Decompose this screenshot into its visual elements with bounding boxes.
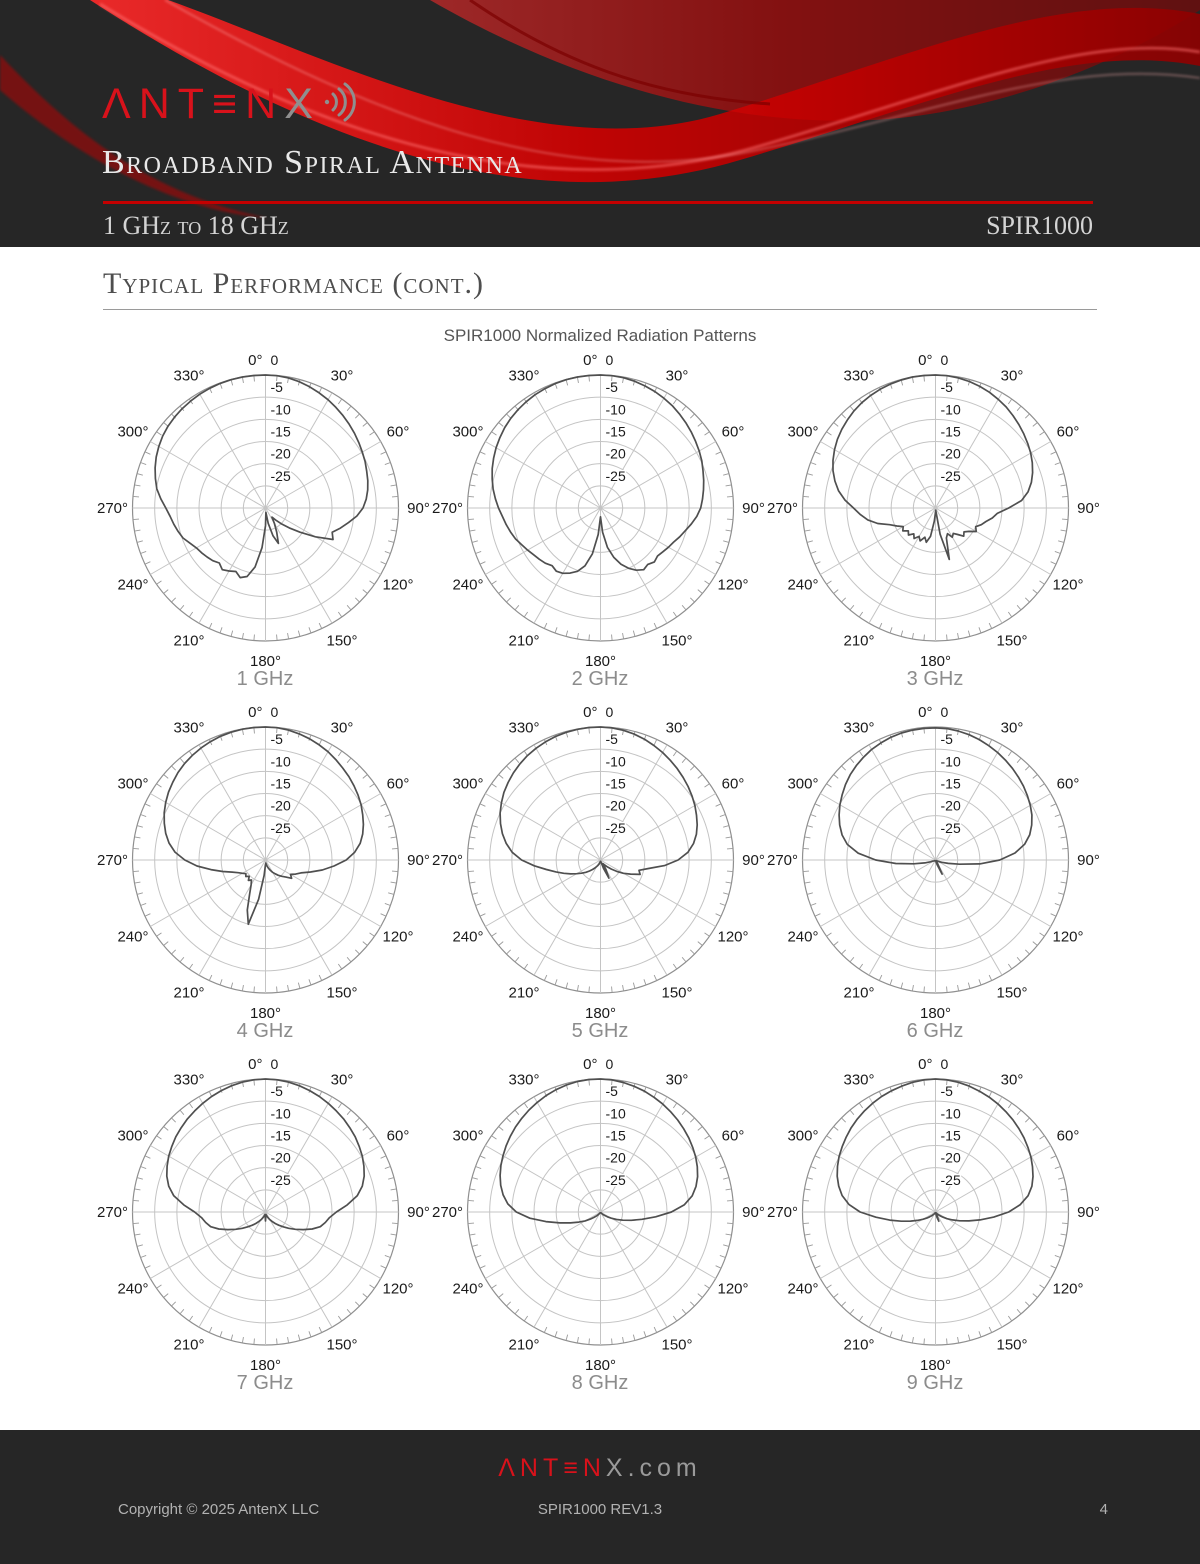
plot-caption: 9 GHz <box>906 1372 964 1394</box>
svg-text:150°: 150° <box>660 984 693 1002</box>
polar-plot-2ghz <box>433 350 768 702</box>
svg-text:330°: 330° <box>507 1071 540 1089</box>
svg-text:60°: 60° <box>721 775 744 793</box>
svg-text:-20: -20 <box>940 445 961 462</box>
svg-text:-25: -25 <box>270 1171 291 1188</box>
header-subrow <box>103 210 1093 241</box>
svg-text:240°: 240° <box>451 1280 484 1298</box>
svg-text:60°: 60° <box>386 775 409 793</box>
svg-text:-15: -15 <box>940 775 961 792</box>
svg-text:210°: 210° <box>507 984 540 1002</box>
svg-text:-25: -25 <box>605 1171 626 1188</box>
polar-plot-1ghz <box>98 350 433 702</box>
antenx-logo <box>102 82 357 126</box>
svg-text:210°: 210° <box>172 984 205 1002</box>
svg-text:-5: -5 <box>605 379 618 396</box>
svg-text:30°: 30° <box>665 367 688 385</box>
sound-waves-icon <box>321 82 357 122</box>
website-logo <box>0 1430 1200 1481</box>
svg-text:90°: 90° <box>406 1204 430 1221</box>
svg-text:150°: 150° <box>995 1336 1028 1354</box>
svg-text:240°: 240° <box>451 576 484 594</box>
svg-text:0°: 0° <box>917 352 932 369</box>
svg-text:120°: 120° <box>716 928 749 946</box>
svg-text:240°: 240° <box>116 928 149 946</box>
svg-text:-5: -5 <box>270 379 283 396</box>
svg-text:240°: 240° <box>116 576 149 594</box>
svg-text:180°: 180° <box>584 1357 616 1374</box>
svg-text:300°: 300° <box>786 1127 819 1145</box>
svg-text:90°: 90° <box>406 500 430 517</box>
svg-text:240°: 240° <box>786 1280 819 1298</box>
svg-text:0°: 0° <box>247 352 262 369</box>
svg-text:330°: 330° <box>842 719 875 737</box>
svg-text:-20: -20 <box>605 445 626 462</box>
svg-text:0: 0 <box>605 352 613 368</box>
plot-caption: 4 GHz <box>236 1020 294 1042</box>
svg-text:90°: 90° <box>741 852 765 869</box>
svg-text:-15: -15 <box>940 1127 961 1144</box>
svg-text:-25: -25 <box>270 467 291 484</box>
plot-row-2 <box>98 702 1103 1054</box>
svg-text:-10: -10 <box>270 1105 291 1122</box>
polar-plot-5ghz <box>433 702 768 1054</box>
svg-text:60°: 60° <box>386 1127 409 1145</box>
svg-text:90°: 90° <box>741 500 765 517</box>
svg-text:270°: 270° <box>431 500 463 517</box>
svg-text:120°: 120° <box>1051 928 1084 946</box>
svg-text:-20: -20 <box>940 797 961 814</box>
svg-text:120°: 120° <box>1051 576 1084 594</box>
svg-text:300°: 300° <box>451 423 484 441</box>
svg-text:60°: 60° <box>721 1127 744 1145</box>
plot-row-1 <box>98 350 1103 702</box>
plot-caption: 1 GHz <box>236 668 294 690</box>
svg-text:0°: 0° <box>247 704 262 721</box>
svg-text:-10: -10 <box>940 753 961 770</box>
page-footer <box>0 1430 1200 1564</box>
page-number: 4 <box>1099 1501 1108 1518</box>
svg-text:-5: -5 <box>605 731 618 748</box>
svg-text:-25: -25 <box>940 467 961 484</box>
plot-caption: 7 GHz <box>236 1372 294 1394</box>
svg-text:-25: -25 <box>940 819 961 836</box>
svg-text:210°: 210° <box>842 632 875 650</box>
svg-text:-25: -25 <box>605 467 626 484</box>
svg-text:330°: 330° <box>842 1071 875 1089</box>
svg-text:-10: -10 <box>270 753 291 770</box>
svg-text:300°: 300° <box>786 423 819 441</box>
svg-text:180°: 180° <box>249 1357 281 1374</box>
logo-x-text: X <box>284 80 321 128</box>
svg-text:90°: 90° <box>406 852 430 869</box>
svg-text:330°: 330° <box>507 719 540 737</box>
svg-text:330°: 330° <box>172 1071 205 1089</box>
svg-text:210°: 210° <box>842 984 875 1002</box>
svg-text:270°: 270° <box>766 852 798 869</box>
plot-caption: 5 GHz <box>571 1020 629 1042</box>
svg-text:180°: 180° <box>919 653 951 670</box>
svg-text:30°: 30° <box>330 1071 353 1089</box>
site-red-text: ΛNT≡N <box>498 1454 606 1482</box>
svg-text:60°: 60° <box>721 423 744 441</box>
svg-text:60°: 60° <box>1056 423 1079 441</box>
svg-text:0: 0 <box>270 704 278 720</box>
svg-text:-10: -10 <box>605 753 626 770</box>
svg-text:330°: 330° <box>842 367 875 385</box>
svg-text:30°: 30° <box>665 719 688 737</box>
site-gray-text: X.com <box>605 1454 702 1482</box>
svg-text:0°: 0° <box>582 352 597 369</box>
svg-text:180°: 180° <box>919 1357 951 1374</box>
svg-text:240°: 240° <box>786 928 819 946</box>
svg-text:30°: 30° <box>1000 1071 1023 1089</box>
svg-text:0°: 0° <box>582 704 597 721</box>
svg-text:270°: 270° <box>766 500 798 517</box>
svg-text:-25: -25 <box>270 819 291 836</box>
header-accent-rule <box>103 201 1093 204</box>
svg-text:0: 0 <box>940 1056 948 1072</box>
svg-text:180°: 180° <box>584 653 616 670</box>
svg-text:0: 0 <box>605 704 613 720</box>
revision-text: SPIR1000 REV1.3 <box>537 1501 663 1518</box>
polar-plot-8ghz <box>433 1054 768 1406</box>
svg-text:-20: -20 <box>605 797 626 814</box>
svg-text:300°: 300° <box>451 1127 484 1145</box>
svg-text:150°: 150° <box>325 984 358 1002</box>
product-number: SPIR1000 <box>986 211 1093 240</box>
section-heading: Typical Performance (cont.) <box>103 267 485 300</box>
svg-text:180°: 180° <box>249 653 281 670</box>
svg-text:60°: 60° <box>386 423 409 441</box>
svg-text:210°: 210° <box>507 1336 540 1354</box>
svg-text:0: 0 <box>940 704 948 720</box>
svg-text:-5: -5 <box>940 379 953 396</box>
svg-text:150°: 150° <box>325 632 358 650</box>
svg-text:330°: 330° <box>172 367 205 385</box>
svg-text:90°: 90° <box>741 1204 765 1221</box>
plot-caption: 6 GHz <box>906 1020 964 1042</box>
svg-text:-10: -10 <box>605 401 626 418</box>
plot-caption: 2 GHz <box>571 668 629 690</box>
svg-text:150°: 150° <box>325 1336 358 1354</box>
svg-text:60°: 60° <box>1056 775 1079 793</box>
figure-title: SPIR1000 Normalized Radiation Patterns <box>443 326 757 345</box>
svg-text:180°: 180° <box>584 1005 616 1022</box>
svg-text:-15: -15 <box>605 775 626 792</box>
svg-text:240°: 240° <box>786 576 819 594</box>
svg-text:330°: 330° <box>172 719 205 737</box>
svg-text:-15: -15 <box>605 1127 626 1144</box>
svg-text:30°: 30° <box>665 1071 688 1089</box>
svg-text:30°: 30° <box>1000 367 1023 385</box>
svg-text:-15: -15 <box>270 1127 291 1144</box>
svg-text:30°: 30° <box>1000 719 1023 737</box>
svg-text:0°: 0° <box>247 1056 262 1073</box>
svg-text:240°: 240° <box>116 1280 149 1298</box>
svg-text:0: 0 <box>270 1056 278 1072</box>
svg-text:-10: -10 <box>270 401 291 418</box>
svg-text:150°: 150° <box>660 1336 693 1354</box>
polar-plot-9ghz <box>768 1054 1103 1406</box>
svg-text:120°: 120° <box>381 928 414 946</box>
svg-text:-20: -20 <box>270 1149 291 1166</box>
svg-text:240°: 240° <box>451 928 484 946</box>
svg-text:-25: -25 <box>940 1171 961 1188</box>
svg-text:-15: -15 <box>940 423 961 440</box>
svg-text:180°: 180° <box>249 1005 281 1022</box>
svg-text:30°: 30° <box>330 367 353 385</box>
svg-text:90°: 90° <box>1076 1204 1100 1221</box>
svg-text:0: 0 <box>940 352 948 368</box>
section-rule <box>103 309 1097 310</box>
svg-text:210°: 210° <box>172 632 205 650</box>
polar-plot-6ghz <box>768 702 1103 1054</box>
svg-text:300°: 300° <box>451 775 484 793</box>
page-header <box>0 0 1200 247</box>
svg-text:-20: -20 <box>605 1149 626 1166</box>
radiation-pattern-grid <box>98 350 1103 1406</box>
svg-text:0: 0 <box>605 1056 613 1072</box>
polar-plot-3ghz <box>768 350 1103 702</box>
svg-text:150°: 150° <box>660 632 693 650</box>
frequency-range: 1 GHz to 18 GHz <box>103 211 289 240</box>
svg-text:-5: -5 <box>270 1083 283 1100</box>
svg-text:150°: 150° <box>995 632 1028 650</box>
svg-text:270°: 270° <box>431 1204 463 1221</box>
svg-text:30°: 30° <box>330 719 353 737</box>
svg-text:-10: -10 <box>605 1105 626 1122</box>
svg-text:150°: 150° <box>995 984 1028 1002</box>
page-body <box>0 269 1200 1406</box>
svg-text:270°: 270° <box>766 1204 798 1221</box>
svg-text:-15: -15 <box>270 423 291 440</box>
svg-text:0°: 0° <box>582 1056 597 1073</box>
svg-text:300°: 300° <box>116 1127 149 1145</box>
plot-caption: 8 GHz <box>571 1372 629 1394</box>
svg-text:300°: 300° <box>786 775 819 793</box>
svg-text:-10: -10 <box>940 1105 961 1122</box>
svg-text:0°: 0° <box>917 704 932 721</box>
logo-red-text: ΛNT≡N <box>102 80 285 128</box>
svg-text:-5: -5 <box>270 731 283 748</box>
svg-text:-10: -10 <box>940 401 961 418</box>
svg-text:-15: -15 <box>605 423 626 440</box>
svg-text:0°: 0° <box>917 1056 932 1073</box>
svg-text:180°: 180° <box>919 1005 951 1022</box>
plot-row-3 <box>98 1054 1103 1406</box>
svg-text:210°: 210° <box>172 1336 205 1354</box>
svg-text:-20: -20 <box>270 797 291 814</box>
svg-text:90°: 90° <box>1076 852 1100 869</box>
svg-text:-20: -20 <box>270 445 291 462</box>
svg-text:270°: 270° <box>431 852 463 869</box>
svg-text:90°: 90° <box>1076 500 1100 517</box>
polar-plot-7ghz <box>98 1054 433 1406</box>
svg-text:120°: 120° <box>381 1280 414 1298</box>
svg-text:330°: 330° <box>507 367 540 385</box>
svg-text:120°: 120° <box>716 576 749 594</box>
svg-text:270°: 270° <box>96 852 128 869</box>
polar-plot-4ghz <box>98 702 433 1054</box>
svg-text:120°: 120° <box>716 1280 749 1298</box>
svg-text:300°: 300° <box>116 423 149 441</box>
svg-text:60°: 60° <box>1056 1127 1079 1145</box>
svg-text:-15: -15 <box>270 775 291 792</box>
svg-text:210°: 210° <box>842 1336 875 1354</box>
svg-text:-5: -5 <box>940 731 953 748</box>
svg-text:120°: 120° <box>1051 1280 1084 1298</box>
svg-text:270°: 270° <box>96 500 128 517</box>
copyright-text: Copyright © 2025 AntenX LLC <box>118 1501 320 1518</box>
svg-text:210°: 210° <box>507 632 540 650</box>
svg-text:120°: 120° <box>381 576 414 594</box>
svg-text:0: 0 <box>270 352 278 368</box>
document-title: Broadband Spiral Antenna <box>102 144 524 181</box>
svg-text:-20: -20 <box>940 1149 961 1166</box>
svg-text:-25: -25 <box>605 819 626 836</box>
footer-row <box>0 1501 1200 1521</box>
svg-text:300°: 300° <box>116 775 149 793</box>
plot-caption: 3 GHz <box>906 668 964 690</box>
svg-text:-5: -5 <box>940 1083 953 1100</box>
svg-text:270°: 270° <box>96 1204 128 1221</box>
svg-text:-5: -5 <box>605 1083 618 1100</box>
